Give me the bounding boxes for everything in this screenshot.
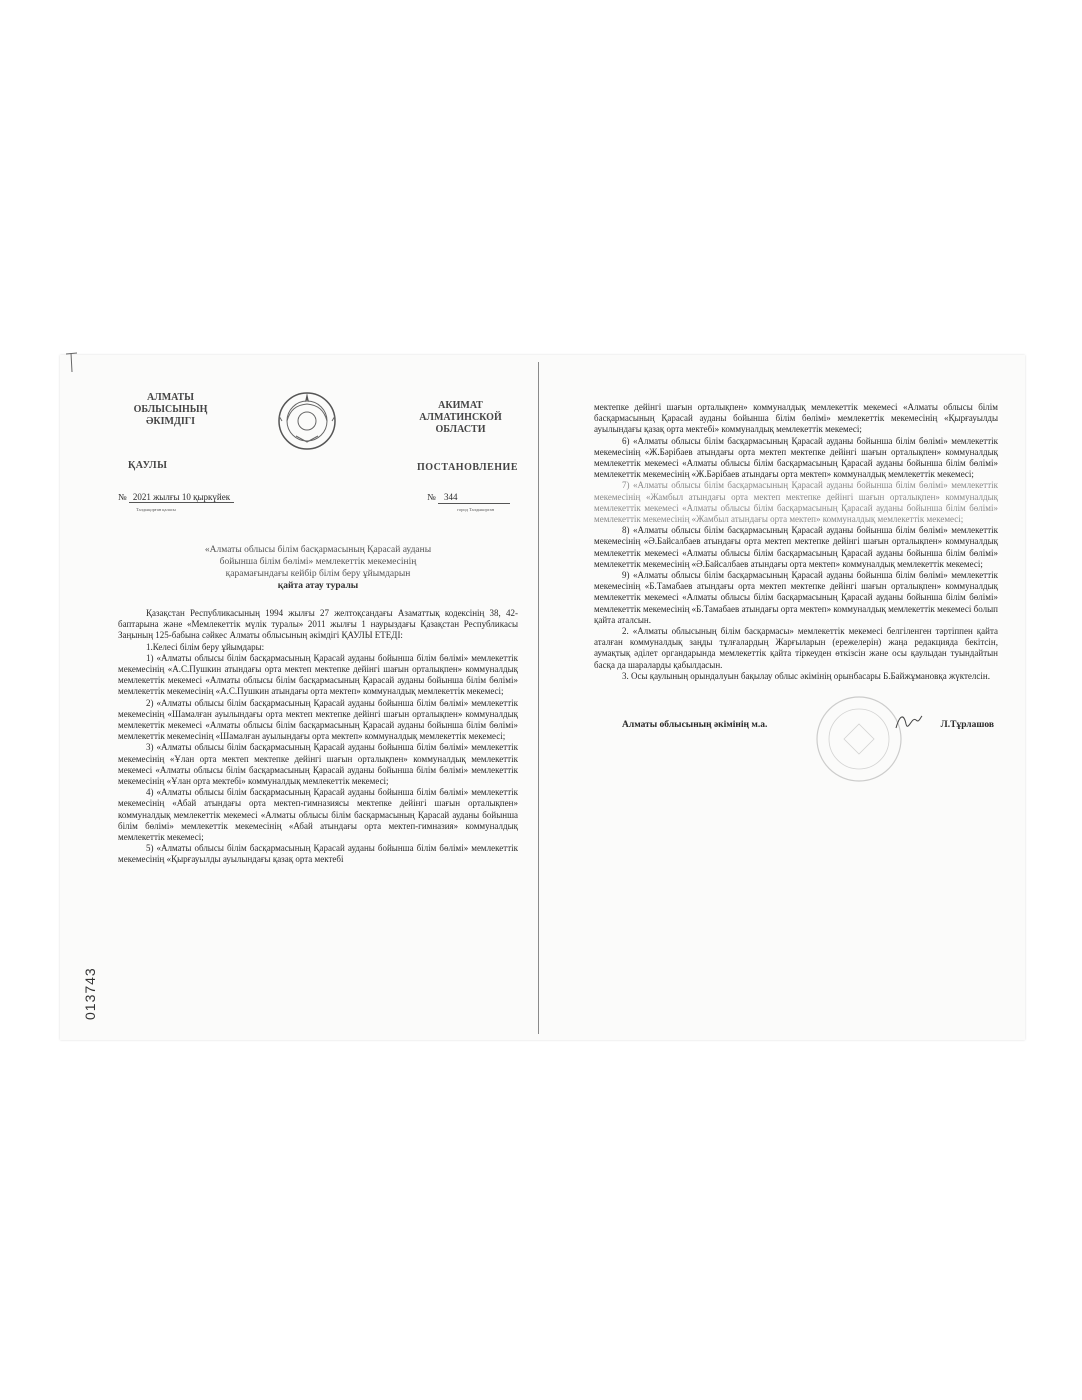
right-page <box>594 402 998 774</box>
document-date: № 2021 жылғы 10 қыркүйек <box>118 492 234 503</box>
left-paragraph: 1) «Алматы облысы білім басқармасының Қарасай ауданы бойынша білім бөлімі» мемлекеттік мекемесінің «А.С.Пушкин атындағы орта мектеп мектепке дейінгі шағын орталықпен» коммуналдық мемлекеттік мекемесі «Алматы облысы білім басқармасының Қарасай ауданы бойынша білім бөлімі» мемлекеттік мекемесінің «А.С.Пушкин атындағы орта мектеп» коммуналдық мемлекеттік мекемесі; <box>118 652 518 697</box>
document-number: № 344 <box>427 492 510 504</box>
right-paragraph: 6) «Алматы облысы білім басқармасының Қарасай ауданы бойынша білім бөлімі» мемлекеттік мекемесінің «Ж.Бәрібаев атындағы орта мектеп мектепке дейінгі шағын орталықпен» коммуналдық мемлекеттік мекемесі «Алматы облысы білім басқармасының Қарасай ауданы бойынша білім бөлімі» мемлекеттік мекемесінің «Ж.Бәрібаев атындағы орта мектеп» коммуналдық мемлекеттік мекемесі; <box>594 435 998 480</box>
kz-organization-name: АЛМАТЫ ОБЛЫСЫНЫҢ ӘКІМДІГІ <box>133 392 208 427</box>
left-paragraph: 2) «Алматы облысы білім басқармасының Қарасай ауданы бойынша білім бөлімі» мемлекеттік мекемесінің «Шамалған ауылындағы орта мектеп мектепке дейінгі шағын орталықпен» коммуналдық мемлекеттік мекемесі «Алматы облысы білім басқармасының Қарасай ауданы бойынша білім бөлімі» мемлекеттік мекемесінің «Шамалған ауылындағы орта мектеп» коммуналдық мемлекеттік мекемесі; <box>118 697 518 742</box>
place-ru: город Талдыкорган <box>457 507 494 512</box>
right-paragraph: 7) «Алматы облысы білім басқармасының Қарасай ауданы бойынша білім бөлімі» мемлекеттік мекемесінің «Жамбыл атындағы орта мектеп мектепке дейінгі шағын орталықпен» коммуналдық мемлекеттік мекемесі «Алматы облысы білім басқармасының Қарасай ауданы бойынша білім бөлімі» мемлекеттік мекемесінің «Жамбыл атындағы орта мектеп» коммуналдық мемлекеттік мекемесі; <box>594 480 998 525</box>
right-paragraph: 8) «Алматы облысы білім басқармасының Қарасай ауданы бойынша білім бөлімі» мемлекеттік мекемесінің «Ә.Байсалбаев атындағы орта мектеп мектепке дейінгі шағын орталықпен» коммуналдық мемлекеттік мекемесі «Алматы облысы білім басқармасының Қарасай ауданы бойынша білім бөлімі» мемлекеттік мекемесінің «Ә.Байсалбаев атындағы орта мектеп» коммуналдық мемлекеттік мекемесі; <box>594 525 998 569</box>
ru-document-type: ПОСТАНОВЛЕНИЕ <box>417 462 518 473</box>
ru-organization-name: АКИМАТ АЛМАТИНСКОЙ ОБЛАСТИ <box>419 400 502 435</box>
official-seal-stamp <box>799 694 919 784</box>
signatory-position: Алматы облысының әкімінің м.а. <box>622 720 768 731</box>
left-paragraph: 3) «Алматы облысы білім басқармасының Қарасай ауданы бойынша білім бөлімі» мемлекеттік мекемесінің «Ұлан орта мектеп мектепке дейінгі шағын орталықпен» коммуналдық мемлекеттік мекемесі «Алматы облысы білім басқармасының Қарасай ауданы бойынша білім бөлімі» мемлекеттік мекемесінің «Ұлан орта мектебі» коммуналдық мемлекеттік мекемесі; <box>118 742 518 787</box>
state-emblem-icon <box>276 390 338 452</box>
right-body-text <box>594 402 998 682</box>
document-header <box>118 390 518 520</box>
left-page <box>118 390 518 866</box>
document-serial-number: 013743 <box>82 967 98 1020</box>
kz-document-type: ҚАУЛЫ <box>128 460 168 471</box>
left-paragraph: 1.Келесі білім беру ұйымдары: <box>146 641 265 652</box>
left-body-text <box>118 608 518 866</box>
document-title: «Алматы облысы білім басқармасының Қарасай ауданы бойынша білім бөлімі» мемлекеттік мекемесінің қарамағындағы кейбір білім беру ұйымдарын қайта атау туралы <box>204 545 432 591</box>
number-value: 344 <box>438 492 510 504</box>
left-paragraph: 4) «Алматы облысы білім басқармасының Қарасай ауданы бойынша білім бөлімі» мемлекеттік мекемесінің «Абай атындағы орта мектеп-гимназиясы мектепке дейінгі шағын орталықпен» коммуналдық мемлекеттік мекемесі «Алматы облысы білім басқармасының Қарасай ауданы бойынша білім бөлімі» мемлекеттік мекемесінің «Абай атындағы орта мектеп-гимназия» коммуналдық мемлекеттік мекемесі; <box>118 787 518 843</box>
signature-block <box>594 704 998 774</box>
right-paragraph: мектепке дейінгі шағын орталықпен» коммуналдық мемлекеттік мекемесі «Алматы облысы білім басқармасының Қарасай ауданы бойынша білім бөлімі» мемлекеттік мекемесінің «Қырғауылды ауылындағы қазақ орта мектебі» коммуналдық мемлекеттік мекемесі; <box>594 402 998 435</box>
date-value: 2021 жылғы 10 қыркүйек <box>129 492 234 503</box>
signatory-name: Л.Тұрлашов <box>940 720 994 731</box>
right-paragraph: 9) «Алматы облысы білім басқармасының Қарасай ауданы бойынша білім бөлімі» мемлекеттік мекемесінің «Б.Тамабаев атындағы орта мектеп мектепке дейінгі шағын орталықпен» коммуналдық мемлекеттік мекемесі «Алматы облысы білім басқармасының Қарасай ауданы бойынша білім бөлімі» мемлекеттік мекемесінің «Б.Тамабаев атындағы орта мектеп» коммуналдық мемлекеттік мекемесі болып қайта аталсын. <box>594 570 998 625</box>
right-paragraph: 2. «Алматы облысының білім басқармасы» мемлекеттік мекемесі белгіленген тәртіппен қайта аталған коммуналдық заңды тұлғалардың Жарғыларын (ережелерін) жаңа редакцияда бекітсін, аумақтық әділет органдарында мемлекеттік қайта тіркеуден өткізсін және осы қаулыдан туындайтын басқа да шараларды қабылдасын. <box>594 626 998 670</box>
corner-mark-icon <box>63 352 81 374</box>
place-kz: Талдықорған қаласы <box>136 507 176 512</box>
right-paragraph: 3. Осы қаулының орындалуын бақылау облыс әкімінің орынбасары Б.Байжұмановқа жүктелсін. <box>622 670 990 681</box>
page-divider <box>538 362 539 1034</box>
left-paragraph: Қазақстан Республикасының 1994 жылғы 27 желтоқсандағы Азаматтық кодексінің 38, 42-баптарына және «Мемлекеттік мүлік туралы» 2011 жылғы 1 наурыздағы Қазақстан Республикасы Заңының 125-бабына сәйкес Алматы облысының әкімдігі ҚАУЛЫ ЕТЕДІ: <box>118 608 518 641</box>
left-paragraph: 5) «Алматы облысы білім басқармасының Қарасай ауданы бойынша білім бөлімі» мемлекеттік мекемесінің «Қырғауылды ауылындағы қазақ орта мектебі <box>118 843 518 865</box>
handwritten-signature <box>894 710 924 734</box>
